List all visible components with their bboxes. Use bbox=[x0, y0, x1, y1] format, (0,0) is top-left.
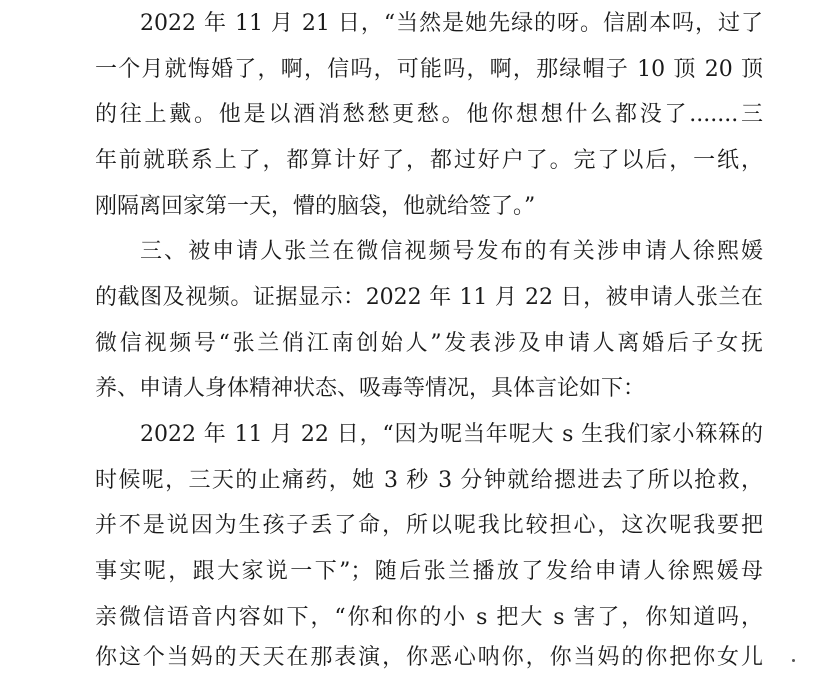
text-line-9: 养、申请人身体精神状态、吸毒等情况，具体言论如下： bbox=[95, 376, 646, 401]
text-line-6: 三、被申请人张兰在微信视频号发布的有关涉申请人徐熙媛 bbox=[140, 239, 763, 264]
scan-speck bbox=[792, 659, 795, 662]
text-line-10: 2022 年 11 月 22 日，“因为呢当年呢大 s 生我们家小箖箖的 bbox=[140, 422, 763, 447]
text-line-13: 事实呢，跟大家说一下”；随后张兰播放了发给申请人徐熙媛母 bbox=[95, 559, 763, 584]
text-line-15: 你这个当妈的天天在那表演，你恶心呐你，你当妈的你把你女儿 bbox=[95, 645, 763, 670]
text-line-1: 2022 年 11 月 21 日，“当然是她先绿的呀。信剧本吗，过了 bbox=[140, 11, 763, 36]
text-line-7: 的截图及视频。证据显示：2022 年 11 月 22 日，被申请人张兰在 bbox=[95, 285, 763, 310]
text-line-14: 亲微信语音内容如下，“你和你的小 s 把大 s 害了，你知道吗， bbox=[95, 605, 763, 630]
text-line-3: 的往上戴。他是以酒消愁愁更愁。他你想想什么都没了.......三 bbox=[95, 102, 763, 127]
text-line-4: 年前就联系上了，都算计好了，都过好户了。完了以后，一纸， bbox=[95, 148, 763, 173]
text-line-11: 时候呢，三天的止痛药，她 3 秒 3 分钟就给摁进去了所以抢救， bbox=[95, 468, 763, 493]
text-line-2: 一个月就悔婚了，啊，信吗，可能吗，啊，那绿帽子 10 顶 20 顶 bbox=[95, 57, 763, 82]
text-line-5: 刚隔离回家第一天，懵的脑袋，他就给签了。” bbox=[95, 194, 536, 219]
text-line-8: 微信视频号“张兰俏江南创始人”发表涉及申请人离婚后子女抚 bbox=[95, 331, 763, 356]
text-line-12: 并不是说因为生孩子丢了命，所以呢我比较担心，这次呢我要把 bbox=[95, 513, 763, 538]
